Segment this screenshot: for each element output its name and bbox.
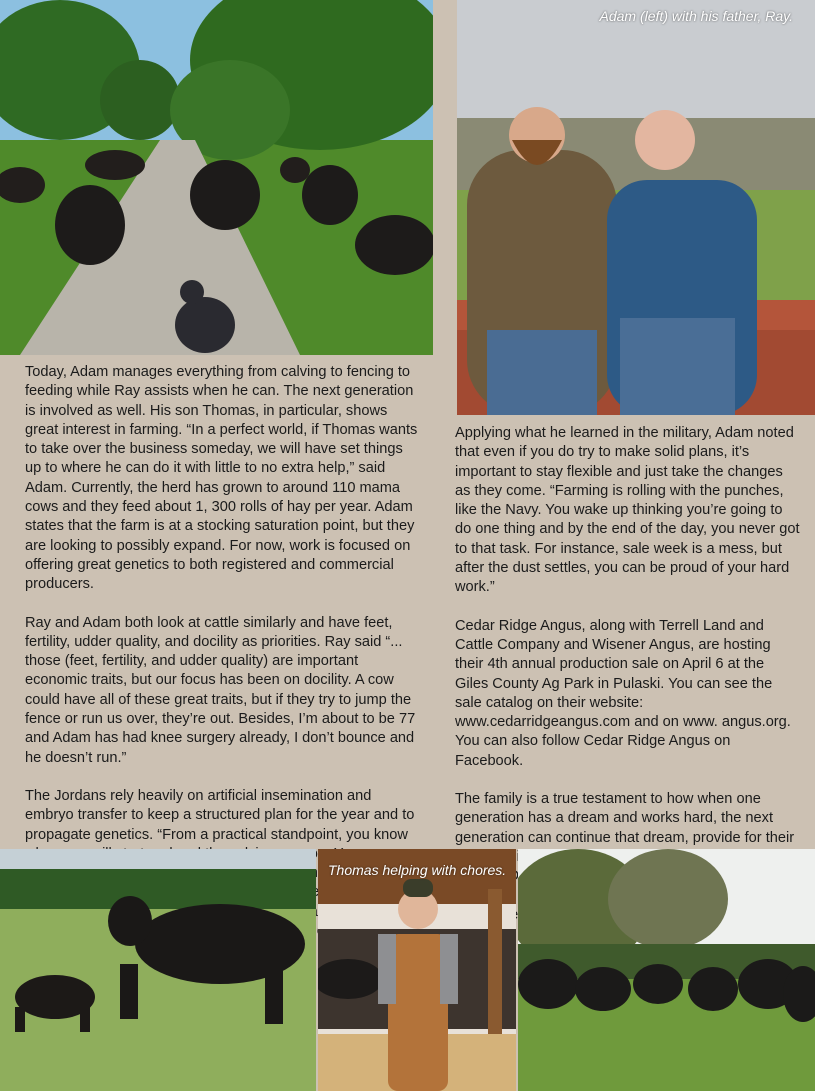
paragraph: Today, Adam manages everything from calving to fencing to feeding while Ray assists when he can. The next generation is involved as well. His son Thomas, in particular, shows great interest in farming. “In a perfect world, if Thomas wants to take over the business someday, we will have set things up to where he can do it with little to no extra help,” said Adam. Currently, the herd has grown to around 110 mama cows and they feed about 1, 300 rolls of hay per year. Adam states that the farm is at a stocking saturation point, but they are looking to possibly expand. For now, work is focused on offering great genetics to both registered and commercial producers.: [25, 364, 418, 593]
paragraph: Applying what he learned in the military, Adam noted that even if you do try to make solid plans, it’s important to stay flexible and just take the changes as they come. “Farming is rolling with the punches, like the Navy. You wake up thinking you’re going to do one thing and by the end of the day, you never got to that task. For instance, sale week is a mess, but after the dust settles, you can be proud of your hard work.”: [455, 425, 800, 596]
paragraph: Cedar Ridge Angus, along with Terrell Land and Cattle Company and Wisener Angus, are hosting their 4th annual production sale on April 6 at the Giles County Ag Park in Pulaski. You can see the sale catalog on their website: www.cedarridgeangus.com and on www. angus.org. You can also follow Cedar Ridge Angus on Facebook.: [455, 617, 791, 769]
photo-herd-pasture: [518, 849, 815, 1091]
photo-cow-and-calf: [0, 849, 316, 1091]
paragraph: Ray and Adam both look at cattle similarly and have feet, fertility, udder quality, and docility as priorities. Ray said “... those (feet, fertility, and udder quality) are important economic traits, but our focus has been on docility. A cow could have all of these great traits, but if they try to jump the fence or run us over, they’re out. Besides, I’m about to be 77 and Adam has had knee surgery already, I don’t bounce and he doesn’t run.”: [25, 614, 416, 766]
photo-cattle-lane: [0, 0, 433, 355]
paragraph: The Jordans rely heavily on artificial insemination and embryo transfer to keep a structured plan for the year and to propagate genetics. “From a practical standpoint, you know: [25, 787, 415, 843]
paragraph: The family is a true testament to how when one generation has a dream and works hard, the next generation can continue that dream, provide for their: [455, 791, 795, 846]
caption-adam-and-ray: Adam (left) with his father, Ray.: [599, 8, 793, 24]
caption-thomas: Thomas helping with chores.: [328, 862, 507, 878]
photo-thomas: [318, 849, 516, 1091]
photo-adam-and-ray: [457, 0, 815, 415]
